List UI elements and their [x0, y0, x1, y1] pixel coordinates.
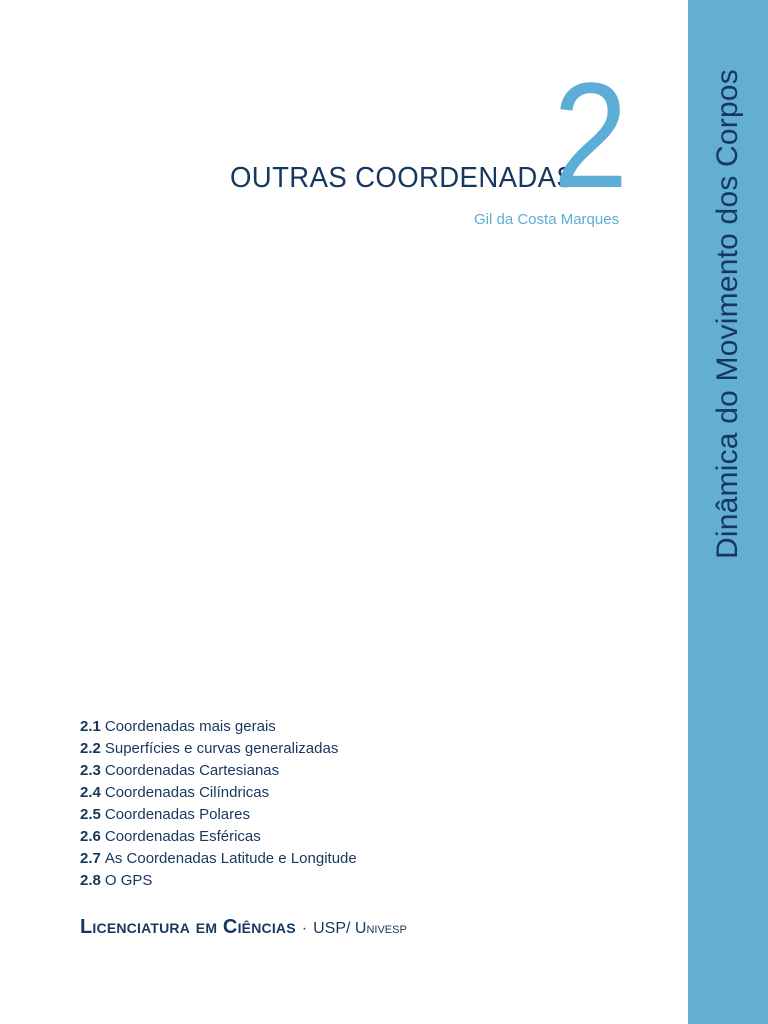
toc-item-number: 2.4 [80, 784, 101, 801]
toc-item-label: O GPS [104, 872, 153, 889]
toc-item [80, 760, 357, 782]
toc-item-number: 2.1 [80, 718, 101, 735]
book-title: Dinâmica do Movimento dos Corpos [711, 69, 744, 559]
toc-item-label: Coordenadas Esféricas [104, 828, 261, 845]
toc-item-label: As Coordenadas Latitude e Longitude [104, 850, 357, 867]
toc-item-number: 2.2 [80, 740, 101, 757]
toc-item-label: Coordenadas Cartesianas [104, 762, 280, 779]
toc-item [80, 870, 357, 892]
footer [80, 916, 407, 939]
toc-item-number: 2.8 [80, 872, 101, 889]
toc-item-number: 2.3 [80, 762, 101, 779]
toc-item-number: 2.6 [80, 828, 101, 845]
toc-item-number: 2.5 [80, 806, 101, 823]
toc-item [80, 716, 357, 738]
chapter-author: Gil da Costa Marques [474, 211, 620, 228]
toc-item [80, 782, 357, 804]
toc-item-label: Coordenadas Polares [104, 806, 250, 823]
toc-item-label: Superfícies e curvas generalizadas [104, 740, 339, 757]
side-band [688, 0, 768, 1024]
toc-item [80, 848, 357, 870]
footer-series: Licenciatura em Ciências [80, 916, 296, 938]
chapter-number: 2 [553, 51, 629, 219]
footer-institution: USP/ Univesp [313, 920, 407, 937]
table-of-contents [80, 716, 357, 892]
toc-item [80, 738, 357, 760]
toc-item-number: 2.7 [80, 850, 101, 867]
toc-item [80, 804, 357, 826]
toc-item [80, 826, 357, 848]
footer-separator: · [301, 920, 308, 937]
toc-item-label: Coordenadas Cilíndricas [104, 784, 270, 801]
chapter-title: OUTRAS COORDENADAS [230, 162, 576, 194]
toc-item-label: Coordenadas mais gerais [104, 718, 276, 735]
